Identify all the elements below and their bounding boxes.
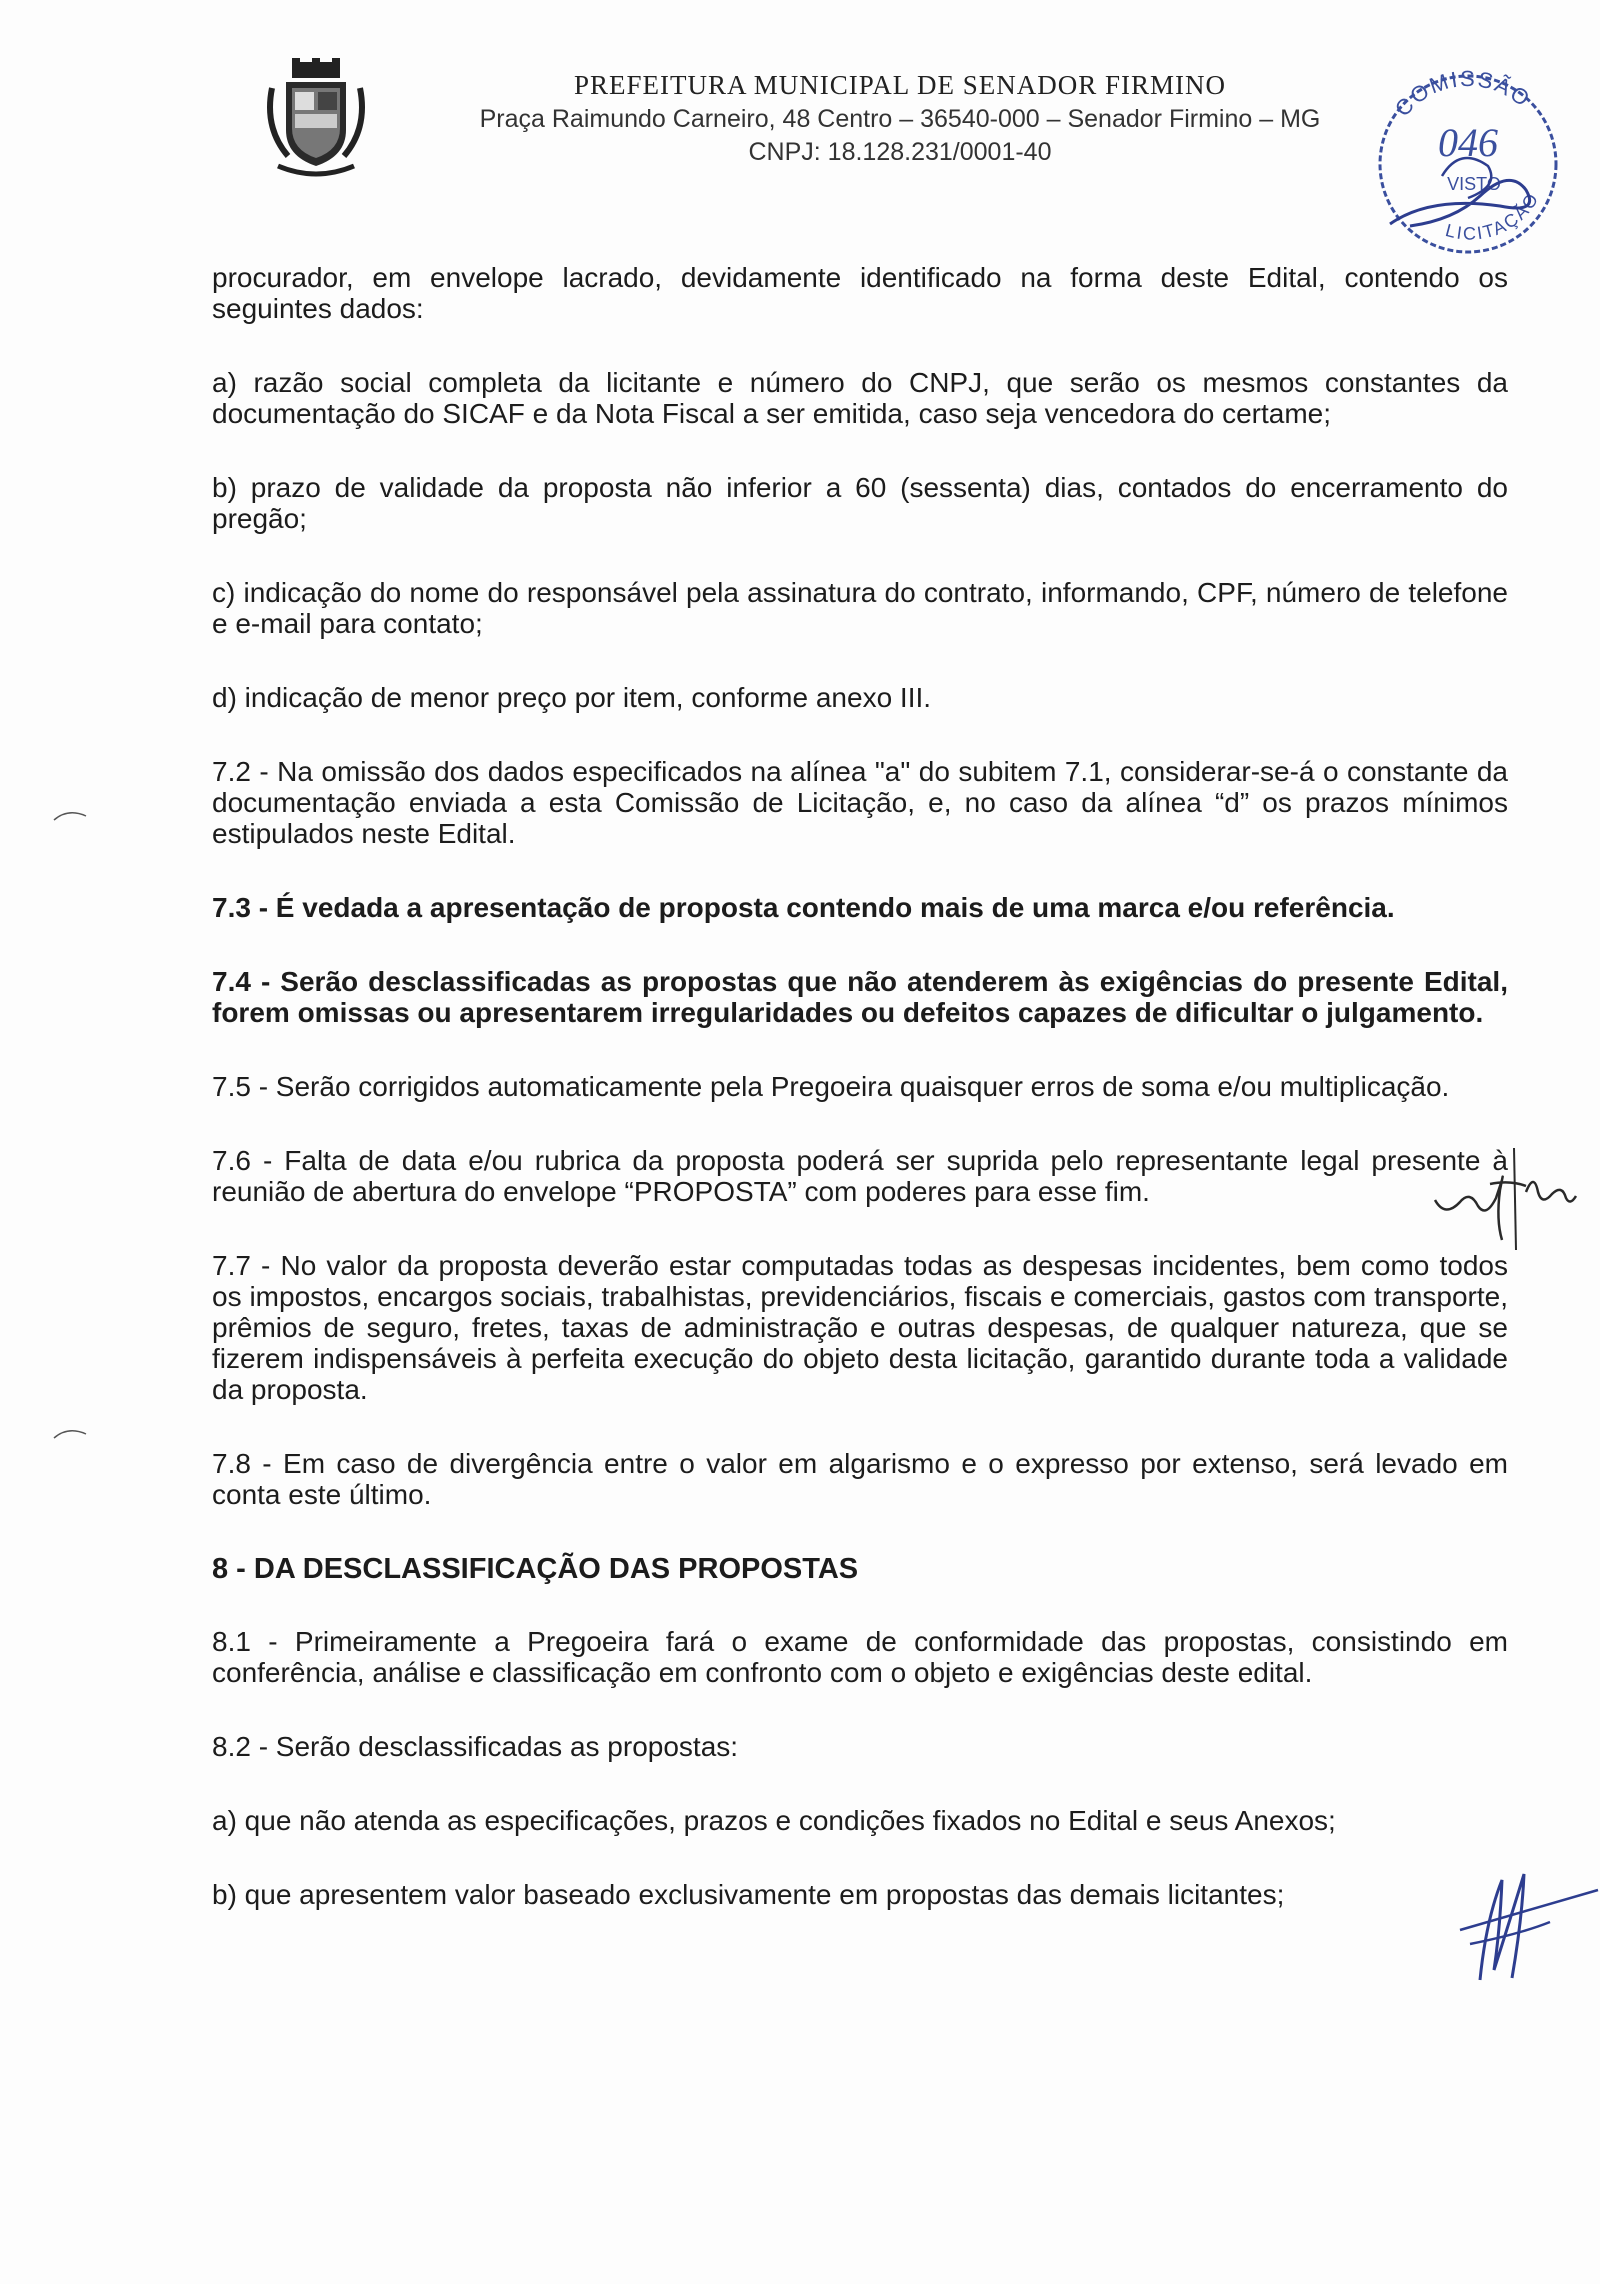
- municipality-cnpj: CNPJ: 18.128.231/0001-40: [748, 138, 1052, 166]
- paragraph-7-2: 7.2 - Na omissão dos dados especificados na alínea "a" do subitem 7.1, considerar-se-á o constante da documentação enviada a esta Comissão de Licitação, e, no caso da alínea “d” os prazos mínimos estipulados neste Edital.: [212, 756, 1508, 849]
- margin-mark: [50, 806, 90, 824]
- paragraph-7-3: 7.3 - É vedada a apresentação de proposta contendo mais de uma marca e/ou referência.: [212, 892, 1395, 923]
- svg-text:COMISSÃO: [1390, 66, 1536, 121]
- paragraph-7-4: 7.4 - Serão desclassificadas as propostas que não atenderem às exigências do presente Edital, forem omissas ou apresentarem irregularidades ou defeitos capazes de dificultar o julgamento.: [212, 966, 1508, 1028]
- paragraph-item-a: a) razão social completa da licitante e número do CNPJ, que serão os mesmos constantes da documentação do SICAF e da Nota Fiscal a ser emitida, caso seja vencedora do certame;: [212, 367, 1508, 429]
- paragraph-item-b: b) prazo de validade da proposta não inferior a 60 (sessenta) dias, contados do encerramento do pregão;: [212, 472, 1508, 534]
- paragraph-8-2-a: a) que não atenda as especificações, prazos e condições fixados no Edital e seus Anexos;: [212, 1805, 1336, 1836]
- paragraph-8-2: 8.2 - Serão desclassificadas as propostas:: [212, 1731, 739, 1762]
- paragraph-7-7: 7.7 - No valor da proposta deverão estar computadas todas as despesas incidentes, bem como todos os impostos, encargos sociais, trabalhistas, previdenciários, fiscais e comerciais, gastos com transporte, prêmios de seguro, fretes, taxas de administração e outras despesas, de qualquer natureza, que se fizerem indispensáveis à perfeita execução do objeto desta licitação, garantido durante toda a validade da proposta.: [212, 1250, 1508, 1405]
- margin-mark: [50, 1424, 90, 1442]
- section-heading: 8 - DA DESCLASSIFICAÇÃO DAS PROPOSTAS: [212, 1553, 859, 1585]
- paragraph-item-d: d) indicação de menor preço por item, conforme anexo III.: [212, 682, 932, 713]
- paragraph-item-c: c) indicação do nome do responsável pela assinatura do contrato, informando, CPF, número de telefone e e-mail para contato;: [212, 577, 1508, 639]
- stamp-number: 046: [1438, 120, 1498, 165]
- paragraph-8-2-b: b) que apresentem valor baseado exclusivamente em propostas das demais licitantes;: [212, 1879, 1285, 1910]
- paragraph-8-1: 8.1 - Primeiramente a Pregoeira fará o exame de conformidade das propostas, consistindo em conferência, análise e classificação em confronto com o objeto e exigências deste edital.: [212, 1626, 1508, 1688]
- paragraph-7-6: 7.6 - Falta de data e/ou rubrica da proposta poderá ser suprida pelo representante legal presente à reunião de abertura do envelope “PROPOSTA” com poderes para esse fim.: [212, 1145, 1508, 1207]
- municipality-name: PREFEITURA MUNICIPAL DE SENADOR FIRMINO: [573, 70, 1227, 100]
- handwritten-initials: [1440, 1860, 1600, 1990]
- commission-stamp-icon: [1350, 56, 1580, 256]
- paragraph-intro: procurador, em envelope lacrado, devidamente identificado na forma deste Edital, contendo os seguintes dados:: [212, 262, 1508, 324]
- document-body: [212, 262, 1508, 1953]
- municipality-address: Praça Raimundo Carneiro, 48 Centro – 36540-000 – Senador Firmino – MG: [479, 105, 1321, 133]
- paragraph-7-5: 7.5 - Serão corrigidos automaticamente pela Pregoeira quaisquer erros de soma e/ou multiplicação.: [212, 1071, 1450, 1102]
- stamp-bottom-text: LICITAÇÃO: [1443, 188, 1544, 244]
- paragraph-7-8: 7.8 - Em caso de divergência entre o valor em algarismo e o expresso por extenso, será levado em conta este último.: [212, 1448, 1508, 1510]
- page-header: [0, 0, 1600, 244]
- stamp-label: VISTO: [1447, 174, 1501, 194]
- stamp-top-text: COMISSÃO: [1389, 65, 1536, 122]
- municipal-crest-icon: [262, 58, 370, 184]
- handwritten-signature: [1430, 1140, 1580, 1250]
